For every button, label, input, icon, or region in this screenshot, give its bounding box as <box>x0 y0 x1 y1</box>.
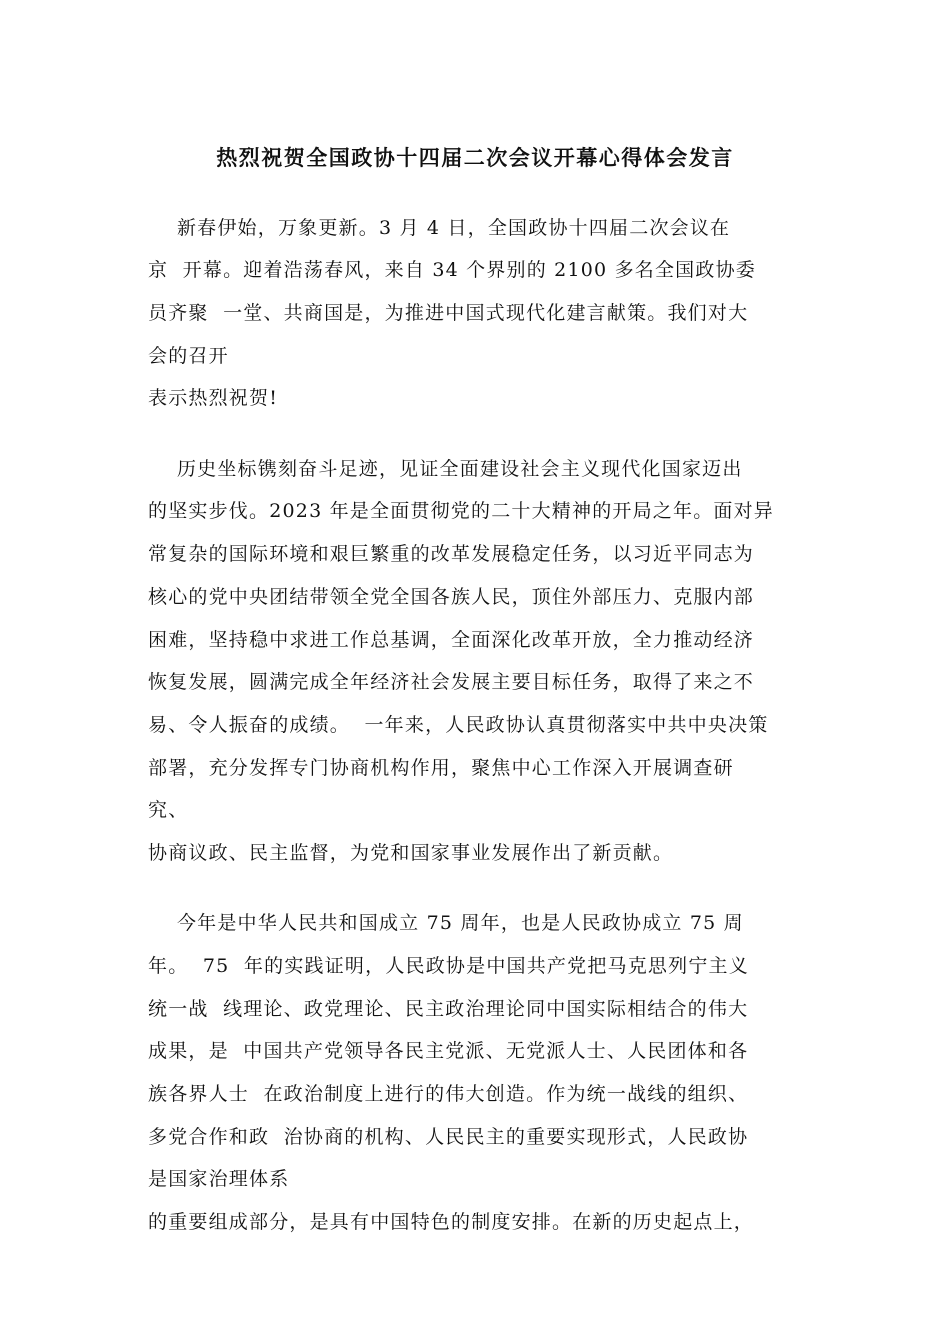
paragraph-2-line-8: 部署，充分发挥专门协商机构作用，聚焦中心工作深入开展调查研 <box>148 757 734 779</box>
paragraph-1-line-1: 新春伊始，万象更新。3 月 4 日，全国政协十四届二次会议在 <box>148 217 731 239</box>
paragraph-2-line-4: 核心的党中央团结带领全党全国各族人民，顶住外部压力、克服内部 <box>148 586 755 608</box>
paragraph-3-line-8: 的重要组成部分，是具有中国特色的制度安排。在新的历史起点上， <box>148 1211 755 1233</box>
paragraph-3-line-4: 成果，是 中国共产党领导各民主党派、无党派人士、人民团体和各 <box>148 1040 749 1062</box>
paragraph-3-line-2: 年。 75 年的实践证明，人民政协是中国共产党把马克思列宁主义 <box>148 955 749 977</box>
paragraph-3-line-6: 多党合作和政 治协商的机构、人民民主的重要实现形式，人民政协 <box>148 1126 749 1148</box>
paragraph-2-line-1: 历史坐标镌刻奋斗足迹，见证全面建设社会主义现代化国家迈出 <box>148 458 743 480</box>
paragraph-1-line-4: 会的召开 <box>148 345 229 367</box>
paragraph-2-line-2: 的坚实步伐。2023 年是全面贯彻党的二十大精神的开局之年。面对异 <box>148 500 774 522</box>
paragraph-2-line-5: 困难，坚持稳中求进工作总基调，全面深化改革开放，全力推动经济 <box>148 629 755 651</box>
paragraph-1-line-5: 表示热烈祝贺! <box>148 387 279 409</box>
paragraph-2-line-7: 易、令人振奋的成绩。 一年来，人民政协认真贯彻落实中共中央决策 <box>148 714 769 736</box>
paragraph-3-line-7: 是国家治理体系 <box>148 1168 290 1190</box>
paragraph-2-line-3: 常复杂的国际环境和艰巨繁重的改革发展稳定任务，以习近平同志为 <box>148 543 755 565</box>
paragraph-3-line-1: 今年是中华人民共和国成立 75 周年，也是人民政协成立 75 周 <box>148 912 744 934</box>
paragraph-1-line-2: 京 开幕。迎着浩荡春风，来自 34 个界别的 2100 多名全国政协委 <box>148 259 756 281</box>
paragraph-2-line-6: 恢复发展，圆满完成全年经济社会发展主要目标任务，取得了来之不 <box>148 671 755 693</box>
paragraph-2-line-9: 究、 <box>148 799 189 821</box>
paragraph-3-line-5: 族各界人士 在政治制度上进行的伟大创造。作为统一战线的组织、 <box>148 1083 749 1105</box>
paragraph-1-line-3: 员齐聚 一堂、共商国是，为推进中国式现代化建言献策。我们对大 <box>148 302 749 324</box>
paragraph-3-line-3: 统一战 线理论、政党理论、民主政治理论同中国实际相结合的伟大 <box>148 998 749 1020</box>
document-title: 热烈祝贺全国政协十四届二次会议开幕心得体会发言 <box>216 145 734 170</box>
paragraph-2-line-10: 协商议政、民主监督，为党和国家事业发展作出了新贡献。 <box>148 842 674 864</box>
